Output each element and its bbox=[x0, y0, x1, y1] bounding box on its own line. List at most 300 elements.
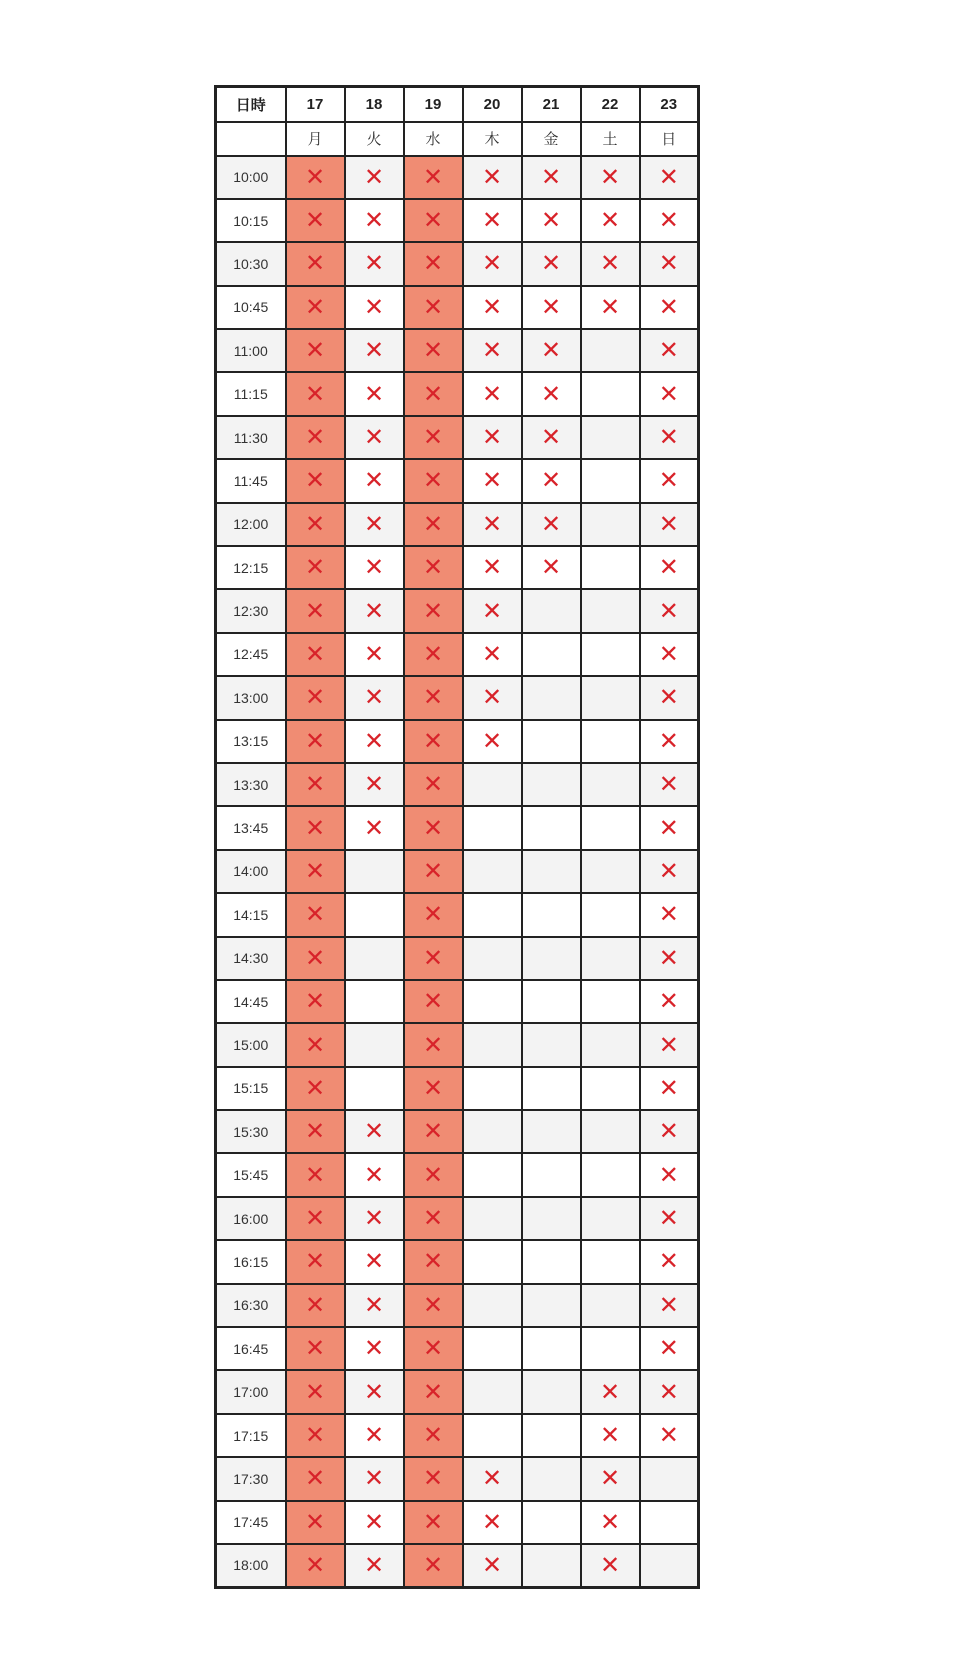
slot-unavailable bbox=[522, 459, 581, 502]
slot-unavailable bbox=[522, 329, 581, 372]
time-slot-row bbox=[216, 546, 699, 589]
unavailable-x-icon: ✕ bbox=[658, 1334, 679, 1363]
slot-unavailable bbox=[640, 1370, 699, 1413]
slot-unavailable bbox=[286, 720, 345, 763]
time-slot-row bbox=[216, 503, 699, 546]
unavailable-x-icon: ✕ bbox=[422, 943, 444, 972]
slot-unavailable bbox=[640, 1414, 699, 1457]
slot-unavailable bbox=[640, 980, 699, 1023]
slot-available[interactable] bbox=[522, 937, 581, 980]
date-header-row bbox=[216, 87, 699, 122]
unavailable-x-icon: ✕ bbox=[363, 1464, 385, 1493]
slot-unavailable bbox=[640, 1327, 699, 1370]
slot-available[interactable] bbox=[640, 1544, 699, 1587]
unavailable-x-icon: ✕ bbox=[304, 1247, 326, 1276]
time-label: 14:00 bbox=[216, 850, 286, 893]
unavailable-x-icon: ✕ bbox=[304, 509, 326, 538]
slot-unavailable bbox=[404, 1110, 463, 1153]
slot-available[interactable] bbox=[581, 329, 640, 372]
time-label: 14:15 bbox=[216, 893, 286, 936]
slot-available[interactable] bbox=[581, 1110, 640, 1153]
unavailable-x-icon: ✕ bbox=[481, 336, 503, 365]
time-slot-row bbox=[216, 286, 699, 329]
slot-unavailable bbox=[522, 546, 581, 589]
time-label: 12:00 bbox=[216, 503, 286, 546]
time-slot-row bbox=[216, 416, 699, 459]
slot-available[interactable] bbox=[581, 459, 640, 502]
time-label: 13:00 bbox=[216, 676, 286, 719]
unavailable-x-icon: ✕ bbox=[658, 639, 679, 668]
slot-available[interactable] bbox=[581, 937, 640, 980]
unavailable-x-icon: ✕ bbox=[540, 162, 562, 191]
unavailable-x-icon: ✕ bbox=[658, 162, 679, 191]
slot-unavailable bbox=[345, 372, 404, 415]
slot-unavailable bbox=[286, 416, 345, 459]
time-slot-row bbox=[216, 633, 699, 676]
slot-available[interactable] bbox=[581, 893, 640, 936]
slot-available[interactable] bbox=[463, 1067, 522, 1110]
slot-available[interactable] bbox=[345, 937, 404, 980]
slot-available[interactable] bbox=[345, 1023, 404, 1066]
unavailable-x-icon: ✕ bbox=[481, 379, 503, 408]
unavailable-x-icon: ✕ bbox=[422, 639, 444, 668]
slot-unavailable bbox=[286, 893, 345, 936]
unavailable-x-icon: ✕ bbox=[363, 423, 385, 452]
unavailable-x-icon: ✕ bbox=[304, 726, 326, 755]
unavailable-x-icon: ✕ bbox=[658, 1117, 679, 1146]
slot-unavailable bbox=[463, 546, 522, 589]
slot-unavailable bbox=[463, 242, 522, 285]
unavailable-x-icon: ✕ bbox=[481, 206, 503, 235]
slot-unavailable bbox=[345, 156, 404, 199]
unavailable-x-icon: ✕ bbox=[658, 509, 679, 538]
unavailable-x-icon: ✕ bbox=[363, 1550, 385, 1579]
unavailable-x-icon: ✕ bbox=[304, 856, 326, 885]
slot-available[interactable] bbox=[345, 893, 404, 936]
slot-available[interactable] bbox=[581, 1240, 640, 1283]
schedule-body bbox=[216, 156, 699, 1588]
slot-available[interactable] bbox=[463, 1023, 522, 1066]
unavailable-x-icon: ✕ bbox=[658, 423, 679, 452]
slot-available[interactable] bbox=[522, 806, 581, 849]
slot-available[interactable] bbox=[581, 633, 640, 676]
slot-unavailable bbox=[286, 503, 345, 546]
unavailable-x-icon: ✕ bbox=[481, 162, 503, 191]
slot-unavailable bbox=[345, 1327, 404, 1370]
slot-unavailable bbox=[286, 1023, 345, 1066]
unavailable-x-icon: ✕ bbox=[481, 683, 503, 712]
unavailable-x-icon: ✕ bbox=[540, 379, 562, 408]
unavailable-x-icon: ✕ bbox=[422, 813, 444, 842]
time-slot-row bbox=[216, 589, 699, 632]
time-label: 10:30 bbox=[216, 242, 286, 285]
slot-available[interactable] bbox=[345, 980, 404, 1023]
unavailable-x-icon: ✕ bbox=[599, 1507, 621, 1536]
slot-unavailable bbox=[286, 1544, 345, 1587]
slot-available[interactable] bbox=[463, 850, 522, 893]
slot-available[interactable] bbox=[463, 1284, 522, 1327]
slot-available[interactable] bbox=[581, 372, 640, 415]
slot-unavailable bbox=[286, 242, 345, 285]
slot-available[interactable] bbox=[522, 1197, 581, 1240]
slot-unavailable bbox=[286, 1414, 345, 1457]
slot-available[interactable] bbox=[522, 1327, 581, 1370]
slot-unavailable bbox=[522, 416, 581, 459]
slot-unavailable bbox=[581, 242, 640, 285]
slot-available[interactable] bbox=[522, 1457, 581, 1500]
time-slot-row bbox=[216, 763, 699, 806]
unavailable-x-icon: ✕ bbox=[658, 249, 679, 278]
slot-available[interactable] bbox=[463, 1327, 522, 1370]
slot-available[interactable] bbox=[581, 546, 640, 589]
unavailable-x-icon: ✕ bbox=[599, 1421, 621, 1450]
slot-unavailable bbox=[345, 676, 404, 719]
unavailable-x-icon: ✕ bbox=[304, 379, 326, 408]
slot-available[interactable] bbox=[522, 1023, 581, 1066]
unavailable-x-icon: ✕ bbox=[422, 1334, 444, 1363]
unavailable-x-icon: ✕ bbox=[304, 423, 326, 452]
slot-available[interactable] bbox=[581, 676, 640, 719]
slot-unavailable bbox=[404, 1240, 463, 1283]
time-label: 15:45 bbox=[216, 1153, 286, 1196]
unavailable-x-icon: ✕ bbox=[658, 596, 679, 625]
slot-available[interactable] bbox=[522, 1110, 581, 1153]
weekday-header-tue: 火 bbox=[345, 122, 404, 156]
slot-unavailable bbox=[404, 286, 463, 329]
slot-available[interactable] bbox=[581, 763, 640, 806]
slot-available[interactable] bbox=[522, 1370, 581, 1413]
slot-unavailable bbox=[286, 546, 345, 589]
slot-unavailable bbox=[404, 1544, 463, 1587]
slot-available[interactable] bbox=[345, 850, 404, 893]
slot-unavailable bbox=[581, 156, 640, 199]
slot-unavailable bbox=[345, 1197, 404, 1240]
slot-unavailable bbox=[286, 1067, 345, 1110]
slot-unavailable bbox=[345, 1544, 404, 1587]
slot-unavailable bbox=[640, 156, 699, 199]
time-slot-row bbox=[216, 329, 699, 372]
unavailable-x-icon: ✕ bbox=[540, 292, 562, 321]
slot-unavailable bbox=[345, 633, 404, 676]
unavailable-x-icon: ✕ bbox=[304, 1334, 326, 1363]
unavailable-x-icon: ✕ bbox=[658, 1290, 679, 1319]
time-slot-row bbox=[216, 1284, 699, 1327]
date-header-21: 21 bbox=[522, 87, 581, 122]
slot-available[interactable] bbox=[463, 1197, 522, 1240]
slot-available[interactable] bbox=[522, 1067, 581, 1110]
slot-unavailable bbox=[345, 763, 404, 806]
time-label: 11:45 bbox=[216, 459, 286, 502]
slot-unavailable bbox=[640, 720, 699, 763]
unavailable-x-icon: ✕ bbox=[304, 1204, 326, 1233]
unavailable-x-icon: ✕ bbox=[363, 336, 385, 365]
weekday-header-fri: 金 bbox=[522, 122, 581, 156]
unavailable-x-icon: ✕ bbox=[304, 987, 326, 1016]
slot-unavailable bbox=[345, 1153, 404, 1196]
slot-unavailable bbox=[286, 1457, 345, 1500]
time-slot-row bbox=[216, 980, 699, 1023]
slot-unavailable bbox=[640, 329, 699, 372]
slot-unavailable bbox=[404, 156, 463, 199]
time-label: 13:45 bbox=[216, 806, 286, 849]
slot-available[interactable] bbox=[522, 980, 581, 1023]
unavailable-x-icon: ✕ bbox=[422, 1160, 444, 1189]
unavailable-x-icon: ✕ bbox=[481, 639, 503, 668]
slot-available[interactable] bbox=[581, 1067, 640, 1110]
slot-unavailable bbox=[463, 1457, 522, 1500]
unavailable-x-icon: ✕ bbox=[304, 249, 326, 278]
date-header-22: 22 bbox=[581, 87, 640, 122]
unavailable-x-icon: ✕ bbox=[304, 1464, 326, 1493]
slot-available[interactable] bbox=[345, 1067, 404, 1110]
slot-unavailable bbox=[463, 589, 522, 632]
slot-available[interactable] bbox=[522, 893, 581, 936]
slot-available[interactable] bbox=[463, 937, 522, 980]
unavailable-x-icon: ✕ bbox=[422, 683, 444, 712]
unavailable-x-icon: ✕ bbox=[422, 1377, 444, 1406]
time-slot-row bbox=[216, 1153, 699, 1196]
slot-available[interactable] bbox=[463, 1240, 522, 1283]
unavailable-x-icon: ✕ bbox=[599, 249, 621, 278]
slot-unavailable bbox=[640, 1197, 699, 1240]
slot-unavailable bbox=[286, 156, 345, 199]
slot-unavailable bbox=[640, 589, 699, 632]
unavailable-x-icon: ✕ bbox=[540, 423, 562, 452]
slot-unavailable bbox=[581, 1501, 640, 1544]
slot-available[interactable] bbox=[522, 676, 581, 719]
time-label: 16:15 bbox=[216, 1240, 286, 1283]
time-label: 17:00 bbox=[216, 1370, 286, 1413]
unavailable-x-icon: ✕ bbox=[422, 1117, 444, 1146]
unavailable-x-icon: ✕ bbox=[658, 336, 679, 365]
slot-available[interactable] bbox=[522, 633, 581, 676]
time-label: 10:45 bbox=[216, 286, 286, 329]
slot-unavailable bbox=[404, 459, 463, 502]
slot-available[interactable] bbox=[463, 1153, 522, 1196]
unavailable-x-icon: ✕ bbox=[658, 726, 679, 755]
slot-unavailable bbox=[640, 633, 699, 676]
time-label: 17:30 bbox=[216, 1457, 286, 1500]
slot-available[interactable] bbox=[640, 1457, 699, 1500]
unavailable-x-icon: ✕ bbox=[481, 1507, 503, 1536]
time-slot-row bbox=[216, 1457, 699, 1500]
unavailable-x-icon: ✕ bbox=[363, 639, 385, 668]
slot-available[interactable] bbox=[522, 1284, 581, 1327]
time-slot-row bbox=[216, 242, 699, 285]
slot-available[interactable] bbox=[581, 1284, 640, 1327]
slot-unavailable bbox=[345, 1284, 404, 1327]
slot-unavailable bbox=[640, 242, 699, 285]
unavailable-x-icon: ✕ bbox=[363, 466, 385, 495]
slot-unavailable bbox=[286, 1110, 345, 1153]
unavailable-x-icon: ✕ bbox=[599, 1464, 621, 1493]
time-label: 13:15 bbox=[216, 720, 286, 763]
slot-available[interactable] bbox=[522, 1414, 581, 1457]
time-label: 12:30 bbox=[216, 589, 286, 632]
unavailable-x-icon: ✕ bbox=[304, 1160, 326, 1189]
slot-unavailable bbox=[581, 1370, 640, 1413]
time-label: 15:15 bbox=[216, 1067, 286, 1110]
time-slot-row bbox=[216, 806, 699, 849]
slot-unavailable bbox=[345, 286, 404, 329]
slot-unavailable bbox=[404, 1414, 463, 1457]
unavailable-x-icon: ✕ bbox=[363, 1247, 385, 1276]
unavailable-x-icon: ✕ bbox=[363, 683, 385, 712]
slot-unavailable bbox=[640, 199, 699, 242]
slot-unavailable bbox=[640, 503, 699, 546]
slot-available[interactable] bbox=[463, 980, 522, 1023]
slot-unavailable bbox=[404, 850, 463, 893]
unavailable-x-icon: ✕ bbox=[658, 943, 679, 972]
unavailable-x-icon: ✕ bbox=[481, 249, 503, 278]
slot-unavailable bbox=[640, 850, 699, 893]
slot-available[interactable] bbox=[581, 980, 640, 1023]
unavailable-x-icon: ✕ bbox=[304, 162, 326, 191]
unavailable-x-icon: ✕ bbox=[481, 466, 503, 495]
unavailable-x-icon: ✕ bbox=[540, 249, 562, 278]
slot-available[interactable] bbox=[581, 1197, 640, 1240]
slot-unavailable bbox=[286, 329, 345, 372]
time-label: 10:15 bbox=[216, 199, 286, 242]
slot-unavailable bbox=[640, 676, 699, 719]
slot-available[interactable] bbox=[522, 850, 581, 893]
slot-unavailable bbox=[286, 1197, 345, 1240]
slot-available[interactable] bbox=[522, 1240, 581, 1283]
slot-unavailable bbox=[345, 242, 404, 285]
slot-unavailable bbox=[345, 503, 404, 546]
unavailable-x-icon: ✕ bbox=[304, 943, 326, 972]
slot-available[interactable] bbox=[522, 589, 581, 632]
unavailable-x-icon: ✕ bbox=[363, 553, 385, 582]
unavailable-x-icon: ✕ bbox=[540, 336, 562, 365]
unavailable-x-icon: ✕ bbox=[540, 206, 562, 235]
unavailable-x-icon: ✕ bbox=[422, 1421, 444, 1450]
slot-unavailable bbox=[345, 1370, 404, 1413]
unavailable-x-icon: ✕ bbox=[658, 770, 679, 799]
unavailable-x-icon: ✕ bbox=[422, 509, 444, 538]
slot-unavailable bbox=[522, 199, 581, 242]
time-label: 18:00 bbox=[216, 1544, 286, 1587]
unavailable-x-icon: ✕ bbox=[363, 596, 385, 625]
slot-available[interactable] bbox=[640, 1501, 699, 1544]
slot-available[interactable] bbox=[522, 763, 581, 806]
slot-available[interactable] bbox=[463, 806, 522, 849]
slot-available[interactable] bbox=[463, 893, 522, 936]
unavailable-x-icon: ✕ bbox=[304, 596, 326, 625]
unavailable-x-icon: ✕ bbox=[481, 292, 503, 321]
time-slot-row bbox=[216, 1501, 699, 1544]
unavailable-x-icon: ✕ bbox=[422, 1204, 444, 1233]
time-label: 16:30 bbox=[216, 1284, 286, 1327]
slot-unavailable bbox=[404, 720, 463, 763]
slot-available[interactable] bbox=[581, 806, 640, 849]
slot-unavailable bbox=[640, 1023, 699, 1066]
slot-available[interactable] bbox=[522, 1501, 581, 1544]
slot-available[interactable] bbox=[581, 1153, 640, 1196]
slot-available[interactable] bbox=[463, 1414, 522, 1457]
slot-unavailable bbox=[345, 589, 404, 632]
time-slot-row bbox=[216, 1240, 699, 1283]
slot-unavailable bbox=[581, 1544, 640, 1587]
slot-unavailable bbox=[345, 199, 404, 242]
slot-unavailable bbox=[640, 937, 699, 980]
slot-unavailable bbox=[345, 806, 404, 849]
unavailable-x-icon: ✕ bbox=[422, 1507, 444, 1536]
unavailable-x-icon: ✕ bbox=[363, 162, 385, 191]
slot-unavailable bbox=[463, 156, 522, 199]
unavailable-x-icon: ✕ bbox=[304, 1117, 326, 1146]
slot-unavailable bbox=[286, 1370, 345, 1413]
unavailable-x-icon: ✕ bbox=[422, 249, 444, 278]
unavailable-x-icon: ✕ bbox=[540, 553, 562, 582]
datetime-corner-label: 日時 bbox=[216, 87, 286, 122]
slot-unavailable bbox=[404, 1501, 463, 1544]
slot-unavailable bbox=[522, 503, 581, 546]
slot-unavailable bbox=[640, 1240, 699, 1283]
unavailable-x-icon: ✕ bbox=[658, 1073, 679, 1102]
unavailable-x-icon: ✕ bbox=[363, 770, 385, 799]
unavailable-x-icon: ✕ bbox=[363, 1290, 385, 1319]
slot-unavailable bbox=[463, 503, 522, 546]
slot-available[interactable] bbox=[581, 416, 640, 459]
unavailable-x-icon: ✕ bbox=[304, 900, 326, 929]
unavailable-x-icon: ✕ bbox=[304, 1421, 326, 1450]
unavailable-x-icon: ✕ bbox=[481, 509, 503, 538]
slot-unavailable bbox=[286, 1240, 345, 1283]
unavailable-x-icon: ✕ bbox=[304, 1290, 326, 1319]
slot-available[interactable] bbox=[581, 1327, 640, 1370]
slot-available[interactable] bbox=[581, 503, 640, 546]
unavailable-x-icon: ✕ bbox=[481, 726, 503, 755]
unavailable-x-icon: ✕ bbox=[599, 292, 621, 321]
slot-unavailable bbox=[463, 199, 522, 242]
slot-available[interactable] bbox=[522, 720, 581, 763]
slot-available[interactable] bbox=[522, 1153, 581, 1196]
slot-available[interactable] bbox=[463, 763, 522, 806]
time-label: 11:15 bbox=[216, 372, 286, 415]
slot-unavailable bbox=[640, 286, 699, 329]
slot-unavailable bbox=[404, 1023, 463, 1066]
slot-available[interactable] bbox=[581, 589, 640, 632]
weekday-corner-blank bbox=[216, 122, 286, 156]
slot-unavailable bbox=[404, 1370, 463, 1413]
time-slot-row bbox=[216, 1414, 699, 1457]
slot-unavailable bbox=[463, 416, 522, 459]
slot-unavailable bbox=[286, 372, 345, 415]
unavailable-x-icon: ✕ bbox=[304, 813, 326, 842]
time-slot-row bbox=[216, 1067, 699, 1110]
slot-unavailable bbox=[463, 286, 522, 329]
slot-available[interactable] bbox=[463, 1110, 522, 1153]
time-label: 17:45 bbox=[216, 1501, 286, 1544]
unavailable-x-icon: ✕ bbox=[363, 1421, 385, 1450]
slot-available[interactable] bbox=[463, 1370, 522, 1413]
unavailable-x-icon: ✕ bbox=[304, 1550, 326, 1579]
slot-available[interactable] bbox=[522, 1544, 581, 1587]
date-header-23: 23 bbox=[640, 87, 699, 122]
time-slot-row bbox=[216, 1197, 699, 1240]
slot-unavailable bbox=[522, 156, 581, 199]
unavailable-x-icon: ✕ bbox=[304, 639, 326, 668]
slot-available[interactable] bbox=[581, 720, 640, 763]
slot-unavailable bbox=[640, 1284, 699, 1327]
unavailable-x-icon: ✕ bbox=[658, 856, 679, 885]
slot-available[interactable] bbox=[581, 850, 640, 893]
unavailable-x-icon: ✕ bbox=[422, 206, 444, 235]
unavailable-x-icon: ✕ bbox=[363, 509, 385, 538]
slot-available[interactable] bbox=[581, 1023, 640, 1066]
unavailable-x-icon: ✕ bbox=[304, 770, 326, 799]
